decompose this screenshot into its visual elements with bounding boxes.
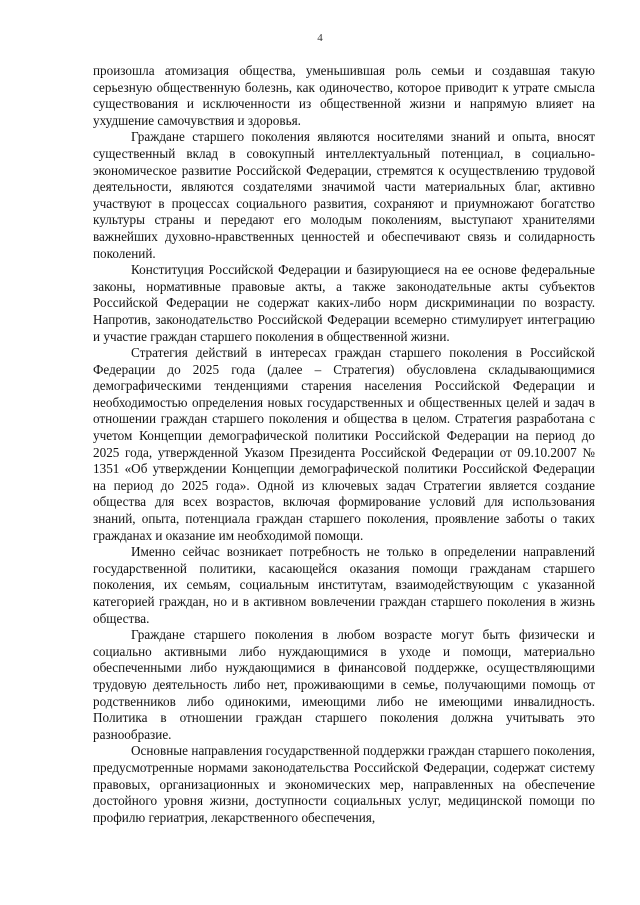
paragraph-support-directions: Основные направления государственной поддержки граждан старшего поколения, предусмотренные нормами законодательства Российской Федерации, содержат систему правовых, организационных и экономических мер, направленных на обеспечение достойного уровня жизни, доступности социальных услуг, медицинской помощи по профилю гериатрия, лекарственного обеспечения, (93, 743, 595, 825)
page-number: 4 (317, 32, 323, 44)
paragraph-constitution: Конституция Российской Федерации и базирующиеся на ее основе федеральные законы, нормативные правовые акты, а также законодательные акты субъектов Российской Федерации не содержат каких-либо норм дискриминации по возрасту. Напротив, законодательство Российской Федерации всемерно стимулирует интеграцию и участие граждан старшего поколения в общественной жизни. (93, 262, 595, 344)
paragraph-state-policy-need: Именно сейчас возникает потребность не только в определении направлений государственной политики, касающейся оказания помощи гражданам старшего поколения, их семьям, социальным институтам, взаимодействующим с указанной категорией граждан, но и в активном вовлечении граждан старшего поколения в жизнь общества. (93, 544, 595, 626)
paragraph-diversity: Граждане старшего поколения в любом возрасте могут быть физически и социально активными либо нуждающимися в уходе и помощи, материально обеспеченными либо нуждающимися в финансовой поддержке, осуществляющими трудовую деятельность либо нет, проживающими в семье, получающими помощь от родственников либо одинокими, имеющими либо не имеющими инвалидность. Политика в отношении граждан старшего поколения должна учитывать это разнообразие. (93, 627, 595, 742)
paragraph-continuation: произошла атомизация общества, уменьшившая роль семьи и создавшая такую серьезную общественную болезнь, как одиночество, которое приводит к утрате смысла существования и исключенности из общественной жизни и напрямую влияет на ухудшение самочувствия и здоровья. (93, 63, 595, 128)
paragraph-older-citizens-contribution: Граждане старшего поколения являются носителями знаний и опыта, вносят существенный вклад в совокупный интеллектуальный потенциал, в социально-экономическое развитие Российской Федерации, стремятся к осуществлению трудовой деятельности, являются создателями значимой части материальных благ, активно участвуют в процессах социального развития, сохраняют и приумножают богатство культуры страны и передают его молодым поколениям, выступают хранителями важнейших духовно-нравственных ценностей и обеспечивают связь и солидарность поколений. (93, 129, 595, 261)
paragraph-strategy: Стратегия действий в интересах граждан старшего поколения в Российской Федерации до 2025 года (далее – Стратегия) обусловлена складывающимися демографическими тенденциями старения населения Российской Федерации и необходимостью определения новых государственных и общественных целей и задач в отношении граждан старшего поколения и общества в целом. Стратегия разработана с учетом Концепции демографической политики Российской Федерации на период до 2025 года, утвержденной Указом Президента Российской Федерации от 09.10.2007 № 1351 «Об утверждении Концепции демографической политики Российской Федерации на период до 2025 года». Одной из ключевых задач Стратегии является создание общества для всех возрастов, включая формирование условий для использования знаний, опыта, потенциала граждан старшего поколения, проявление заботы о таких гражданах и оказание им необходимой помощи. (93, 345, 595, 543)
document-body (93, 63, 595, 826)
